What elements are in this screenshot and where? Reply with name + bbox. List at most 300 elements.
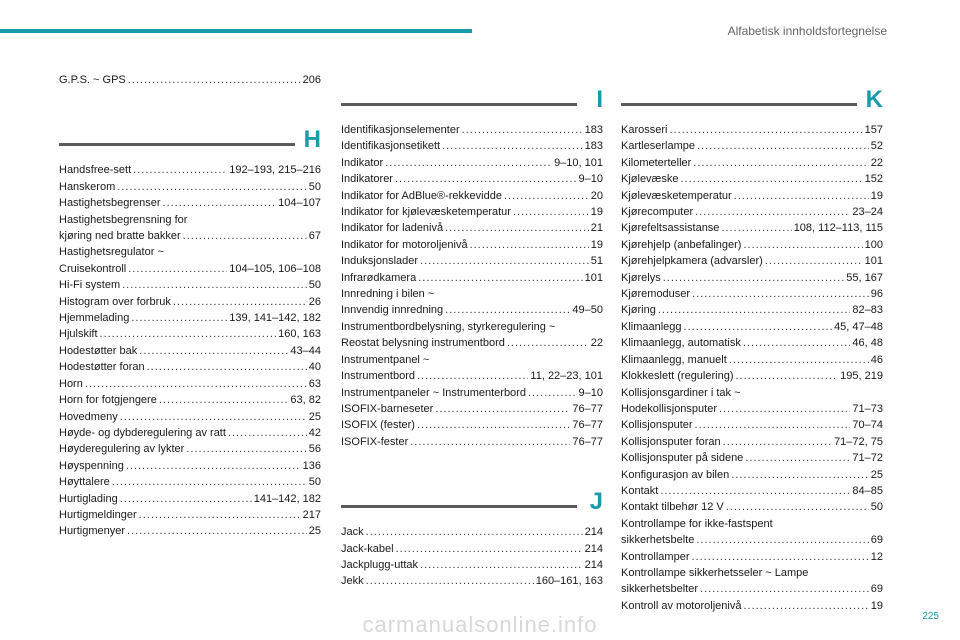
dot-leader [133, 162, 227, 178]
index-term: Kjølevæsketemperatur [621, 189, 732, 202]
dot-leader [120, 491, 252, 507]
dot-leader [691, 549, 868, 565]
page-reference: 136 [302, 459, 321, 472]
index-term: Infrarødkamera [341, 271, 417, 284]
index-entry [59, 458, 321, 474]
dot-leader [696, 532, 868, 548]
index-term: Hanskerom [59, 180, 116, 193]
page-reference: 43–44 [290, 344, 321, 357]
page-reference: 101 [864, 255, 883, 268]
page-reference: 21 [590, 222, 603, 235]
index-entry-line: Instrumentpanel ~ [341, 353, 430, 366]
index-entry [621, 352, 883, 368]
dot-leader [127, 523, 307, 539]
page-reference: 141–142, 182 [253, 492, 321, 505]
page-reference: 71–73 [852, 402, 883, 415]
index-entry [59, 425, 321, 441]
index-term: ISOFIX-barneseter [341, 402, 434, 415]
page-number: 225 [922, 611, 939, 622]
dot-leader [743, 237, 862, 253]
index-entry [341, 434, 603, 450]
page-reference: 214 [584, 526, 603, 539]
index-entry [621, 532, 883, 548]
index-term: Indikator for ladenivå [341, 222, 444, 235]
index-term: Jack-kabel [341, 542, 394, 555]
index-term: Jack [341, 526, 364, 539]
dot-leader [734, 188, 869, 204]
index-term: Identifikasjonselementer [341, 124, 460, 136]
index-entry [341, 188, 603, 204]
page-reference: 69 [870, 534, 883, 547]
dot-leader [658, 302, 851, 318]
index-term: Kjølevæske [621, 173, 679, 186]
index-term: Kjørehjelp (anbefalinger) [621, 238, 742, 251]
page-reference: 25 [870, 468, 883, 481]
page-reference: 152 [864, 173, 883, 186]
index-entry [621, 368, 883, 384]
dot-leader [470, 237, 589, 253]
page-reference: 50 [870, 501, 883, 514]
page-reference: 214 [584, 542, 603, 555]
dot-leader [729, 352, 869, 368]
index-entry-line: Hastighetsbegrensning for [59, 213, 188, 226]
page-reference: 104–107 [278, 197, 321, 210]
index-entry [621, 286, 883, 302]
index-entry [621, 138, 883, 154]
page-reference: 217 [302, 508, 321, 521]
top-accent-bar [0, 29, 472, 33]
section-letter: H [303, 126, 321, 154]
page-reference: 26 [308, 295, 321, 308]
index-entry [341, 302, 603, 318]
index-term: Høyde- og dybderegulering av ratt [59, 426, 226, 439]
page-reference: 9–10, 101 [554, 156, 603, 169]
index-entry-line: Hastighetsregulator ~ [59, 246, 164, 259]
page-reference: 63 [308, 377, 321, 390]
index-entry [341, 138, 603, 154]
page-reference: 76–77 [572, 402, 603, 415]
dot-leader [507, 335, 589, 351]
index-column-2 [341, 78, 603, 590]
dot-leader [186, 441, 306, 457]
dot-leader [420, 557, 583, 573]
page-reference: 9–10 [578, 173, 603, 186]
index-entry [59, 392, 321, 408]
page-reference: 22 [870, 156, 883, 169]
index-term: G.P.S. ~ GPS [59, 74, 126, 86]
index-term: Kilometerteller [621, 156, 692, 169]
page-reference: 84–85 [852, 484, 883, 497]
dot-leader [159, 392, 289, 408]
section-header [59, 126, 321, 158]
dot-leader [693, 155, 868, 171]
page-reference: 183 [584, 140, 603, 153]
index-term: Hodestøtter bak [59, 344, 138, 357]
page-reference: 100 [864, 238, 883, 251]
index-term: ISOFIX-fester [341, 435, 409, 448]
dot-leader [700, 581, 869, 597]
page-reference: 139, 141–142, 182 [229, 312, 321, 325]
page-reference: 55, 167 [846, 271, 883, 284]
index-entry [621, 450, 883, 466]
section-header [341, 488, 603, 520]
index-term: Klimaanlegg, manuelt [621, 353, 727, 366]
index-entry [621, 401, 883, 417]
dot-leader [147, 359, 307, 375]
index-entry [341, 368, 603, 384]
index-term: Kollisjonsputer på sidene [621, 452, 744, 465]
index-term: Jackplugg-uttak [341, 558, 419, 571]
index-term: Induksjonslader [341, 255, 419, 268]
index-term: Cruisekontroll [59, 262, 127, 275]
index-column-1 [59, 72, 321, 540]
dot-leader [669, 122, 862, 138]
index-term: Hi-Fi system [59, 279, 121, 292]
section-header [341, 86, 603, 118]
dot-leader [122, 277, 307, 293]
dot-leader [183, 228, 307, 244]
page-reference: 160, 163 [278, 328, 321, 341]
dot-leader [112, 474, 307, 490]
index-entry-line: Kontrollampe sikkerhetsseler ~ Lampe [621, 566, 809, 579]
dot-leader [85, 376, 307, 392]
dot-leader [719, 401, 850, 417]
dot-leader [128, 72, 301, 88]
index-term: Horn for fotgjengere [59, 394, 157, 407]
page-reference: 9–10 [578, 386, 603, 399]
index-term: Reostat belysning instrumentbord [341, 337, 505, 350]
index-entry [341, 253, 603, 269]
dot-leader [410, 434, 570, 450]
index-entry [341, 155, 603, 171]
page-reference: 45, 47–48 [834, 320, 883, 333]
index-entry-line: Kollisjonsgardiner i tak ~ [621, 386, 741, 399]
page-reference: 183 [584, 124, 603, 136]
dot-leader [721, 220, 791, 236]
page-reference: 51 [590, 255, 603, 268]
index-term: kjøring ned bratte bakker [59, 230, 181, 243]
dot-leader [736, 368, 839, 384]
dot-leader [417, 368, 528, 384]
index-entry [621, 549, 883, 565]
page-reference: 19 [870, 599, 883, 612]
index-term: Histogram over forbruk [59, 295, 171, 308]
index-term: Horn [59, 377, 83, 390]
page-reference: 67 [308, 230, 321, 243]
dot-leader [731, 467, 869, 483]
index-entry [621, 171, 883, 187]
index-entry [59, 491, 321, 507]
index-term: Hodekollisjonsputer [621, 402, 717, 415]
index-entry [59, 294, 321, 310]
index-term: Høyttalere [59, 476, 110, 489]
page-reference: 12 [870, 550, 883, 563]
index-entry [621, 335, 883, 351]
index-entry [341, 557, 603, 573]
index-term: Indikator for kjølevæsketemperatur [341, 206, 511, 219]
index-entry [59, 359, 321, 375]
index-term: Kollisjonsputer [621, 419, 693, 432]
index-entry [59, 326, 321, 342]
index-entry [341, 401, 603, 417]
dot-leader [117, 179, 307, 195]
page-reference: 76–77 [572, 435, 603, 448]
index-term: Hastighetsbegrenser [59, 197, 161, 210]
index-term: Høyspenning [59, 459, 124, 472]
section-rule [341, 505, 577, 508]
dot-leader [528, 385, 577, 401]
section-rule [621, 103, 857, 106]
page-reference: 69 [870, 583, 883, 596]
page-reference: 25 [308, 525, 321, 538]
page-reference: 25 [308, 410, 321, 423]
dot-leader [366, 573, 534, 589]
index-entry [621, 434, 883, 450]
dot-leader [128, 261, 227, 277]
index-entry [59, 507, 321, 523]
index-entry [621, 483, 883, 499]
dot-leader [660, 483, 850, 499]
index-term: Kontakt tilbehør 12 V [621, 501, 724, 514]
dot-leader [765, 253, 863, 269]
page-reference: 195, 219 [840, 370, 883, 383]
index-entry [59, 474, 321, 490]
index-entry [341, 417, 603, 433]
dot-leader [680, 171, 862, 187]
section-letter: K [865, 86, 883, 113]
dot-leader [684, 319, 833, 335]
index-entry [341, 524, 603, 540]
page-reference: 20 [590, 189, 603, 202]
index-term: Kjørefeltsassistanse [621, 222, 720, 235]
index-term: Hurtigmenyer [59, 525, 126, 538]
index-entry [59, 376, 321, 392]
index-entry [341, 171, 603, 187]
dot-leader [100, 326, 277, 342]
page-reference: 63, 82 [290, 394, 321, 407]
index-entry [59, 228, 321, 244]
dot-leader [126, 458, 301, 474]
index-term: Indikator [341, 156, 384, 169]
page-reference: 49–50 [572, 304, 603, 317]
index-entry [59, 179, 321, 195]
index-entry [341, 335, 603, 351]
section-rule [341, 103, 577, 106]
dot-leader [131, 310, 227, 326]
page-reference: 104–105, 106–108 [229, 262, 321, 275]
index-term: Hjulskift [59, 328, 98, 341]
section-letter: I [596, 86, 603, 113]
dot-leader [462, 122, 583, 138]
index-entry [341, 220, 603, 236]
page-reference: 50 [308, 476, 321, 489]
dot-leader [163, 195, 277, 211]
index-entry-line: Kontrollampe for ikke-fastspent [621, 517, 773, 530]
index-term: Hovedmeny [59, 410, 118, 423]
dot-leader [513, 204, 589, 220]
section-gap [59, 88, 321, 118]
index-entry [341, 122, 603, 138]
index-entry [59, 441, 321, 457]
index-term: Handsfree-sett [59, 164, 132, 177]
index-term: Klimaanlegg [621, 320, 682, 333]
index-entry [59, 261, 321, 277]
index-entry [621, 499, 883, 515]
page-header-title: Alfabetisk innholdsfortegnelse [727, 24, 887, 38]
index-entry [341, 573, 603, 589]
dot-leader [723, 434, 832, 450]
index-entry [59, 72, 321, 88]
index-term: Kjørelys [621, 271, 661, 284]
page-reference: 19 [590, 206, 603, 219]
dot-leader [417, 417, 570, 433]
dot-leader [420, 253, 589, 269]
index-entry [59, 343, 321, 359]
page-reference: 214 [584, 558, 603, 571]
index-term: Høyderegulering av lykter [59, 443, 185, 456]
index-entry [621, 122, 883, 138]
dot-leader [445, 220, 589, 236]
index-term: Indikatorer [341, 173, 393, 186]
dot-leader [395, 171, 577, 187]
index-entry [621, 204, 883, 220]
page-reference: 70–74 [852, 419, 883, 432]
index-column-3 [621, 78, 883, 614]
page-reference: 71–72 [852, 452, 883, 465]
index-entry-line: Instrumentbordbelysning, styrkeregulering ~ [341, 320, 556, 333]
dot-leader [726, 499, 869, 515]
index-term: Kjørehjelpkamera (advarsler) [621, 255, 763, 268]
section-header [621, 86, 883, 118]
watermark-text: carmanualsonline.info [362, 612, 598, 637]
dot-leader [442, 138, 583, 154]
index-term: Indikator for motoroljenivå [341, 238, 468, 251]
dot-leader [745, 450, 850, 466]
index-entry [341, 270, 603, 286]
dot-leader [139, 507, 301, 523]
index-term: sikkerhetsbelte [621, 534, 695, 547]
index-entry [621, 302, 883, 318]
index-entry [621, 188, 883, 204]
index-entry [341, 237, 603, 253]
index-term: Hurtigmeldinger [59, 508, 137, 521]
page-reference: 108, 112–113, 115 [793, 222, 883, 235]
index-entry [341, 541, 603, 557]
page-reference: 42 [308, 426, 321, 439]
page-reference: 192–193, 215–216 [229, 164, 321, 177]
dot-leader [418, 270, 582, 286]
page-reference: 76–77 [572, 419, 603, 432]
index-term: Klokkeslett (regulering) [621, 370, 734, 383]
index-term: Hjemmelading [59, 312, 130, 325]
index-term: Kjøremoduser [621, 288, 691, 301]
page-reference: 71–72, 75 [834, 435, 883, 448]
index-entry-line: Innredning i bilen ~ [341, 288, 435, 301]
dot-leader [663, 270, 845, 286]
page-reference: 157 [864, 124, 883, 136]
index-term: Kartleserlampe [621, 140, 695, 153]
page-reference: 19 [870, 189, 883, 202]
index-entry [59, 409, 321, 425]
index-term: sikkerhetsbelter [621, 583, 699, 596]
page-reference: 46, 48 [852, 337, 883, 350]
index-entry [621, 237, 883, 253]
dot-leader [366, 524, 583, 540]
dot-leader [173, 294, 307, 310]
page-reference: 22 [590, 337, 603, 350]
dot-leader [228, 425, 307, 441]
index-term: Instrumentpaneler ~ Instrumenterbord [341, 386, 526, 399]
dot-leader [396, 541, 583, 557]
section-gap [341, 450, 603, 480]
index-term: Kontakt [621, 484, 659, 497]
index-entry [59, 310, 321, 326]
page-reference: 46 [870, 353, 883, 366]
index-entry [59, 195, 321, 211]
index-term: Karosseri [621, 124, 668, 136]
index-term: Instrumentbord [341, 370, 415, 383]
page-reference: 50 [308, 180, 321, 193]
dot-leader [692, 286, 869, 302]
page-reference: 40 [308, 361, 321, 374]
index-term: Hodestøtter foran [59, 361, 145, 374]
dot-leader [695, 417, 851, 433]
index-entry [621, 417, 883, 433]
page-reference: 101 [584, 271, 603, 284]
index-entry [621, 270, 883, 286]
page-reference: 11, 22–23, 101 [530, 370, 603, 383]
dot-leader [695, 204, 850, 220]
index-entry [621, 220, 883, 236]
index-term: Jekk [341, 575, 364, 588]
index-entry [621, 155, 883, 171]
index-entry [341, 385, 603, 401]
dot-leader [445, 302, 570, 318]
index-term: Kjøring [621, 304, 656, 317]
page-reference: 23–24 [852, 206, 883, 219]
dot-leader [435, 401, 570, 417]
index-entry [621, 253, 883, 269]
index-term: Kollisjonsputer foran [621, 435, 721, 448]
index-term: Identifikasjonsetikett [341, 140, 441, 153]
index-term: Hurtiglading [59, 492, 118, 505]
index-term: Kontrollamper [621, 550, 690, 563]
index-entry [341, 204, 603, 220]
index-term: Innvendig innredning [341, 304, 444, 317]
dot-leader [120, 409, 307, 425]
index-entry [59, 277, 321, 293]
index-entry [621, 319, 883, 335]
dot-leader [139, 343, 288, 359]
dot-leader [697, 138, 869, 154]
index-term: Indikator for AdBlue®-rekkevidde [341, 189, 502, 202]
page-reference: 19 [590, 238, 603, 251]
index-entry [59, 523, 321, 539]
dot-leader [504, 188, 589, 204]
index-term: ISOFIX (fester) [341, 419, 415, 432]
page-reference: 56 [308, 443, 321, 456]
page-reference: 50 [308, 279, 321, 292]
page-reference: 160–161, 163 [535, 575, 603, 588]
index-entry [59, 162, 321, 178]
index-term: Konfigurasjon av bilen [621, 468, 730, 481]
dot-leader [385, 155, 552, 171]
index-term: Kjørecomputer [621, 206, 694, 219]
section-rule [59, 143, 295, 146]
page-reference: 96 [870, 288, 883, 301]
index-entry [621, 581, 883, 597]
index-entry [621, 467, 883, 483]
